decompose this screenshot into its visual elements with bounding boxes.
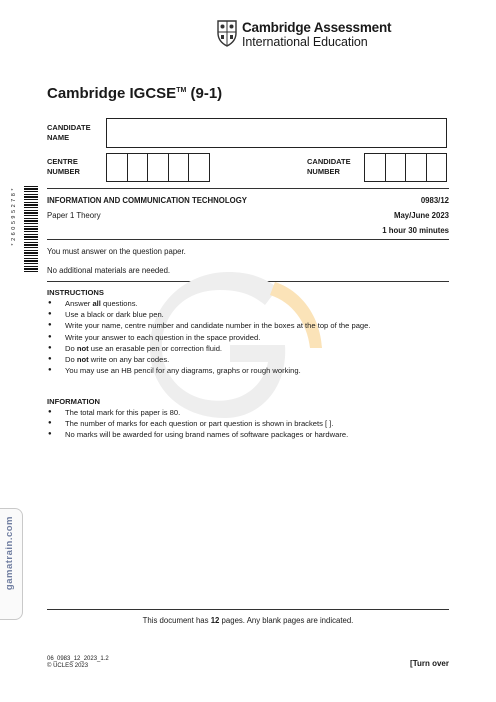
digit-cell[interactable] xyxy=(169,154,190,181)
digit-cell[interactable] xyxy=(406,154,427,181)
digit-cell[interactable] xyxy=(427,154,447,181)
trademark-mark: TM xyxy=(176,87,187,94)
paper-code: 0983/12 xyxy=(420,196,449,205)
digit-cell[interactable] xyxy=(365,154,386,181)
copyright: © UCLES 2023 xyxy=(47,663,89,669)
centre-number-boxes[interactable] xyxy=(106,153,210,182)
divider xyxy=(47,609,449,610)
digit-cell[interactable] xyxy=(148,154,169,181)
exam-session: May/June 2023 xyxy=(393,211,449,220)
subject-title: INFORMATION AND COMMUNICATION TECHNOLOGY xyxy=(47,196,247,205)
information-list xyxy=(47,407,348,441)
title-main: Cambridge IGCSE xyxy=(47,85,177,102)
answer-note: You must answer on the question paper. xyxy=(47,247,186,256)
instruction-item: ● Use a black or dark blue pen. xyxy=(47,309,371,320)
document-reference: 06_0983_12_2023_1.2 xyxy=(47,656,109,662)
exam-duration: 1 hour 30 minutes xyxy=(382,226,449,235)
paper-name: Paper 1 Theory xyxy=(47,211,101,220)
instruction-item: ● Write your name, centre number and candidate number in the boxes at the top of the page. xyxy=(47,320,371,331)
centre-number-label: CENTRE NUMBER xyxy=(47,157,80,176)
candidate-number-boxes[interactable] xyxy=(364,153,447,182)
page-count-note: This document has 12 pages. Any blank pages are indicated. xyxy=(142,616,354,625)
instruction-item: ● Answer all questions. xyxy=(47,298,371,309)
turn-over: [Turn over xyxy=(410,659,449,668)
candidate-name-label: CANDIDATE NAME xyxy=(47,123,91,142)
materials-note: No additional materials are needed. xyxy=(47,266,171,275)
logo-line-2: International Education xyxy=(242,35,368,49)
logo-line-1: Cambridge Assessment xyxy=(242,20,392,35)
barcode-number: * 2 6 0 5 9 5 2 7 8 * xyxy=(11,188,17,246)
information-heading: INFORMATION xyxy=(47,397,101,406)
instructions-list xyxy=(47,298,371,376)
digit-cell[interactable] xyxy=(128,154,149,181)
digit-cell[interactable] xyxy=(386,154,407,181)
shield-icon xyxy=(216,19,238,47)
page-title xyxy=(47,85,222,102)
barcode xyxy=(24,186,38,272)
instruction-item: ● Do not use an erasable pen or correction fluid. xyxy=(47,343,371,354)
divider xyxy=(47,188,449,189)
title-suffix: (9-1) xyxy=(190,85,223,102)
instructions-heading: INSTRUCTIONS xyxy=(47,288,104,297)
digit-cell[interactable] xyxy=(107,154,128,181)
candidate-name-box[interactable] xyxy=(106,118,447,148)
information-item: ● The number of marks for each question or part question is shown in brackets [ ]. xyxy=(47,418,348,429)
divider xyxy=(47,239,449,240)
information-item: ● The total mark for this paper is 80. xyxy=(47,407,348,418)
digit-cell[interactable] xyxy=(189,154,209,181)
candidate-number-label: CANDIDATE NUMBER xyxy=(307,157,351,176)
instruction-item: ● Do not write on any bar codes. xyxy=(47,354,371,365)
instruction-item: ● Write your answer to each question in the space provided. xyxy=(47,332,371,343)
cambridge-logo xyxy=(216,19,396,49)
instruction-item: ● You may use an HB pencil for any diagrams, graphs or rough working. xyxy=(47,365,371,376)
information-item: ● No marks will be awarded for using brand names of software packages or hardware. xyxy=(47,429,348,440)
gamatrain-tab-label[interactable]: gamatrain.com xyxy=(4,516,15,591)
